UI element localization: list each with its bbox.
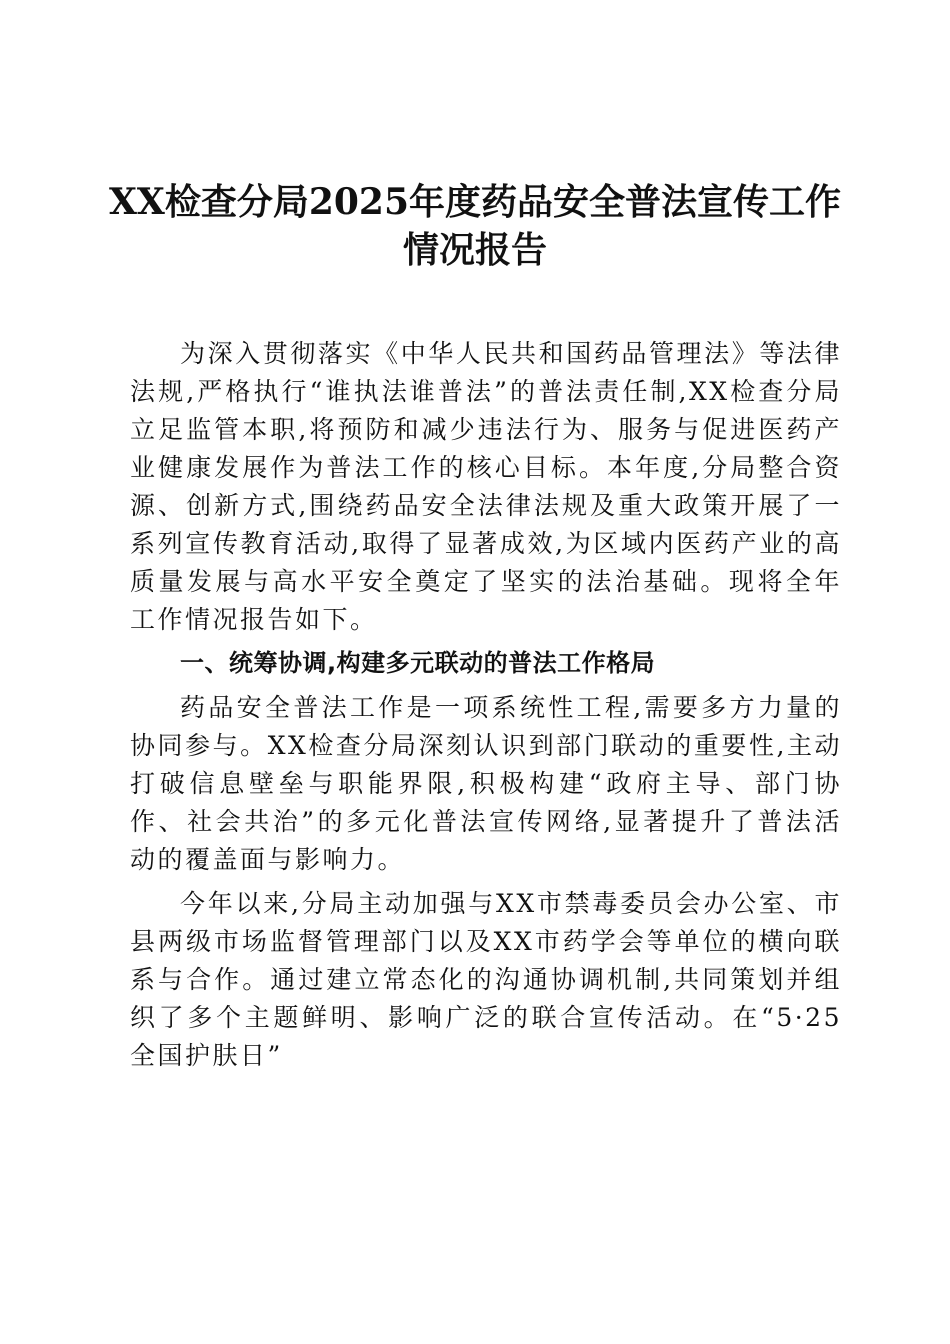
document-title <box>100 178 850 274</box>
section-1-heading: 一、统筹协调,构建多元联动的普法工作格局 <box>180 649 656 677</box>
document-body <box>130 335 842 1075</box>
section-1-paragraph-1: 药品安全普法工作是一项系统性工程,需要多方力量的协同参与。XX检查分局深刻认识到部门联动的重要性,主动打破信息壁垒与职能界限,积极构建“政府主导、部门协作、社会共治”的多元化普法宣传网络,显著提升了普法活动的覆盖面与影响力。 <box>130 693 842 874</box>
intro-paragraph: 为深入贯彻落实《中华人民共和国药品管理法》等法律法规,严格执行“谁执法谁普法”的普法责任制,XX检查分局立足监管本职,将预防和减少违法行为、服务与促进医药产业健康发展作为普法工作的核心目标。本年度,分局整合资源、创新方式,围绕药品安全法律法规及重大政策开展了一系列宣传教育活动,取得了显著成效,为区域内医药产业的高质量发展与高水平安全奠定了坚实的法治基础。现将全年工作情况报告如下。 <box>130 339 842 634</box>
title-line-2: 情况报告 <box>402 229 547 271</box>
section-1-paragraph-2: 今年以来,分局主动加强与XX市禁毒委员会办公室、市县两级市场监督管理部门以及XX市药学会等单位的横向联系与合作。通过建立常态化的沟通协调机制,共同策划并组织了多个主题鲜明、影响广泛的联合宣传活动。在“5·25全国护肤日” <box>130 889 842 1070</box>
title-line-1: XX检查分局2025年度药品安全普法宣传工作 <box>108 181 842 223</box>
